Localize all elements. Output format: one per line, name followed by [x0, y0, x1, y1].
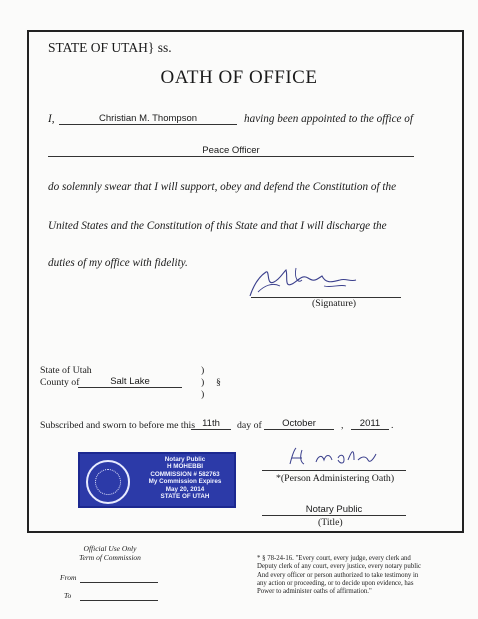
venue-county-field: Salt Lake — [78, 376, 182, 388]
state-seal-icon — [86, 460, 130, 504]
statute-line: any action or proceeding, or to decide upon evidence, has — [257, 579, 414, 587]
from-label: From — [60, 573, 77, 582]
oath-line-3: duties of my office with fidelity. — [48, 257, 188, 269]
statute-line: Deputy clerk of any court, every justice, every notary public — [257, 563, 422, 571]
oath-name-field: Christian M. Thompson — [59, 113, 237, 125]
section-symbol: § — [216, 377, 221, 388]
subscribed-comma: , — [341, 420, 344, 431]
notary-stamp — [78, 452, 236, 508]
from-line — [80, 582, 158, 583]
oath-line-1: do solemnly swear that I will support, obey and defend the Constitution of the — [48, 181, 397, 193]
subscribed-text: Subscribed and sworn to before me this — [40, 420, 196, 431]
statute-line: * § 78-24-16. "Every court, every judge, every clerk and — [257, 555, 411, 562]
subscribed-period: . — [391, 420, 394, 431]
stamp-line: My Commission Expires — [148, 478, 222, 486]
subscribed-day-of: day of — [237, 420, 262, 431]
notary-signature — [282, 446, 382, 470]
administering-label: *(Person Administering Oath) — [276, 473, 395, 484]
venue-county-label: County of — [40, 377, 80, 388]
state-heading: STATE OF UTAH} ss. — [48, 40, 172, 55]
stamp-line: May 20, 2014 — [165, 485, 205, 493]
stamp-text — [134, 456, 236, 500]
signature-label: (Signature) — [312, 298, 357, 309]
term-commission-label: Term of Commission — [79, 553, 141, 562]
title-field: Notary Public — [262, 504, 406, 516]
to-label: To — [64, 591, 72, 600]
handwritten-signature — [236, 262, 404, 300]
office-field: Peace Officer — [48, 145, 414, 157]
title-label: (Title) — [318, 517, 343, 528]
stamp-line: Notary Public — [164, 456, 206, 463]
oath-line-2: United States and the Constitution of this State and that I will discharge the — [48, 220, 387, 232]
stamp-line: STATE OF UTAH — [160, 493, 210, 501]
subscribed-day-field: 11th — [191, 418, 231, 430]
statute-line: Power to administer oaths of affirmation." — [257, 588, 372, 596]
statute-note — [257, 555, 421, 596]
statute-line: And every officer or person authorized to take testimony in — [257, 571, 419, 579]
document-title: OATH OF OFFICE — [160, 67, 318, 88]
oath-appointed-text: having been appointed to the office of — [244, 113, 414, 125]
venue-paren-2: ) — [201, 377, 205, 388]
venue-paren-3: ) — [201, 389, 205, 400]
subscribed-month-field: October — [264, 418, 334, 430]
subscribed-year-field: 2011 — [351, 418, 389, 430]
stamp-line: COMMISSION # 582763 — [150, 470, 220, 478]
to-line — [80, 600, 158, 601]
administering-line — [262, 470, 406, 471]
venue-paren-1: ) — [201, 365, 205, 376]
venue-state: State of Utah — [40, 365, 92, 376]
stamp-line: H MOHEBBI — [166, 463, 204, 471]
oath-i-label: I, — [48, 113, 55, 125]
official-use-label: Official Use Only — [83, 544, 137, 553]
